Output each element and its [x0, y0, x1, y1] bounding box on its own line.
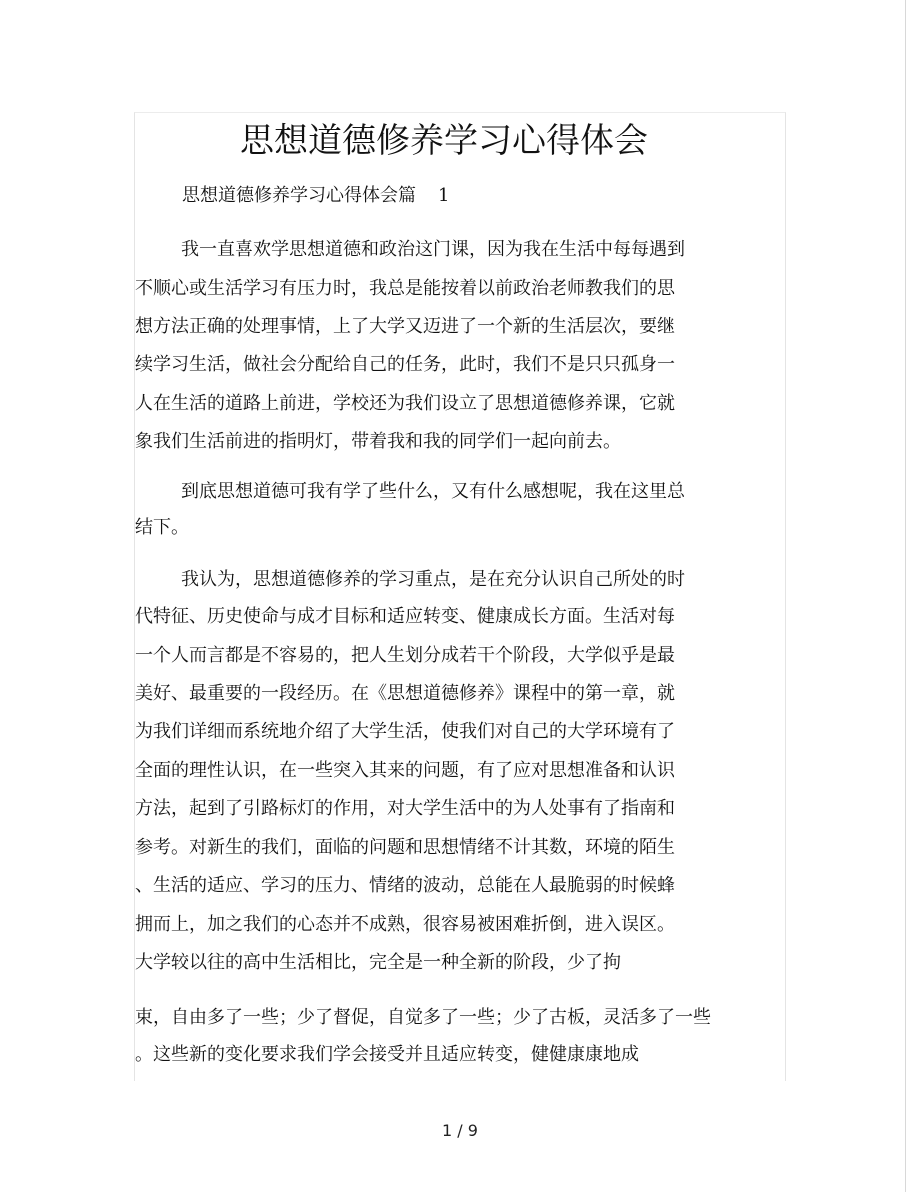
document-title: 思想道德修养学习心得体会 — [240, 121, 648, 161]
paragraph-1-line-5: 人在生活的道路上前进，学校还为我们设立了思想道德修养课，它就 — [135, 393, 675, 414]
paragraph-3-line-8: 参考。对新生的我们，面临的问题和思想情绪不计其数，环境的陌生 — [135, 837, 675, 858]
paragraph-3-line-13: 。这些新的变化要求我们学会接受并且适应转变，健健康康地成 — [135, 1044, 639, 1065]
paragraph-3-line-7: 方法，起到了引路标灯的作用，对大学生活中的为人处事有了指南和 — [135, 798, 675, 819]
paragraph-2-line-2: 结下。 — [135, 517, 189, 538]
document-subtitle — [182, 183, 449, 209]
paragraph-3-line-2: 代特征、历史使命与成才目标和适应转变、健康成长方面。生活对每 — [135, 606, 675, 627]
paragraph-3-line-5: 为我们详细而系统地介绍了大学生活，使我们对自己的大学环境有了 — [135, 721, 675, 742]
paragraph-1-line-4: 续学习生活，做社会分配给自己的任务，此时，我们不是只只孤身一 — [135, 354, 675, 375]
viewer-right-edge — [905, 0, 906, 1192]
paragraph-2-line-1: 到底思想道德可我有学了些什么，又有什么感想呢，我在这里总 — [181, 481, 685, 502]
paragraph-1-line-2: 不顺心或生活学习有压力时，我总是能按着以前政治老师教我们的思 — [135, 278, 675, 299]
paragraph-3-line-12: 束，自由多了一些；少了督促，自觉多了一些；少了古板，灵活多了一些 — [135, 1007, 711, 1028]
paragraph-3-line-10: 拥而上，加之我们的心态并不成熟，很容易被困难折倒，进入误区。 — [135, 914, 675, 935]
subtitle-text: 思想道德修养学习心得体会篇 — [182, 185, 416, 206]
paragraph-3-line-1: 我认为，思想道德修养的学习重点，是在充分认识自己所处的时 — [181, 569, 685, 590]
paragraph-3-line-11: 大学较以往的高中生活相比，完全是一种全新的阶段，少了拘 — [135, 952, 621, 973]
paragraph-3-line-9: 、生活的适应、学习的压力、情绪的波动，总能在人最脆弱的时候蜂 — [135, 875, 675, 896]
paragraph-3-line-4: 美好、最重要的一段经历。在《思想道德修养》课程中的第一章，就 — [135, 683, 675, 704]
paragraph-1-line-1: 我一直喜欢学思想道德和政治这门课，因为我在生活中每每遇到 — [181, 239, 685, 260]
paragraph-3-line-6: 全面的理性认识，在一些突入其来的问题，有了应对思想准备和认识 — [135, 760, 675, 781]
subtitle-number: 1 — [438, 185, 450, 206]
paragraph-3-line-3: 一个人而言都是不容易的，把人生划分成若干个阶段，大学似乎是最 — [135, 645, 675, 666]
page-indicator: 1 / 9 — [442, 1121, 478, 1140]
paragraph-1-line-6: 象我们生活前进的指明灯，带着我和我的同学们一起向前去。 — [135, 431, 621, 452]
paragraph-1-line-3: 想方法正确的处理事情，上了大学又迈进了一个新的生活层次，要继 — [135, 316, 675, 337]
